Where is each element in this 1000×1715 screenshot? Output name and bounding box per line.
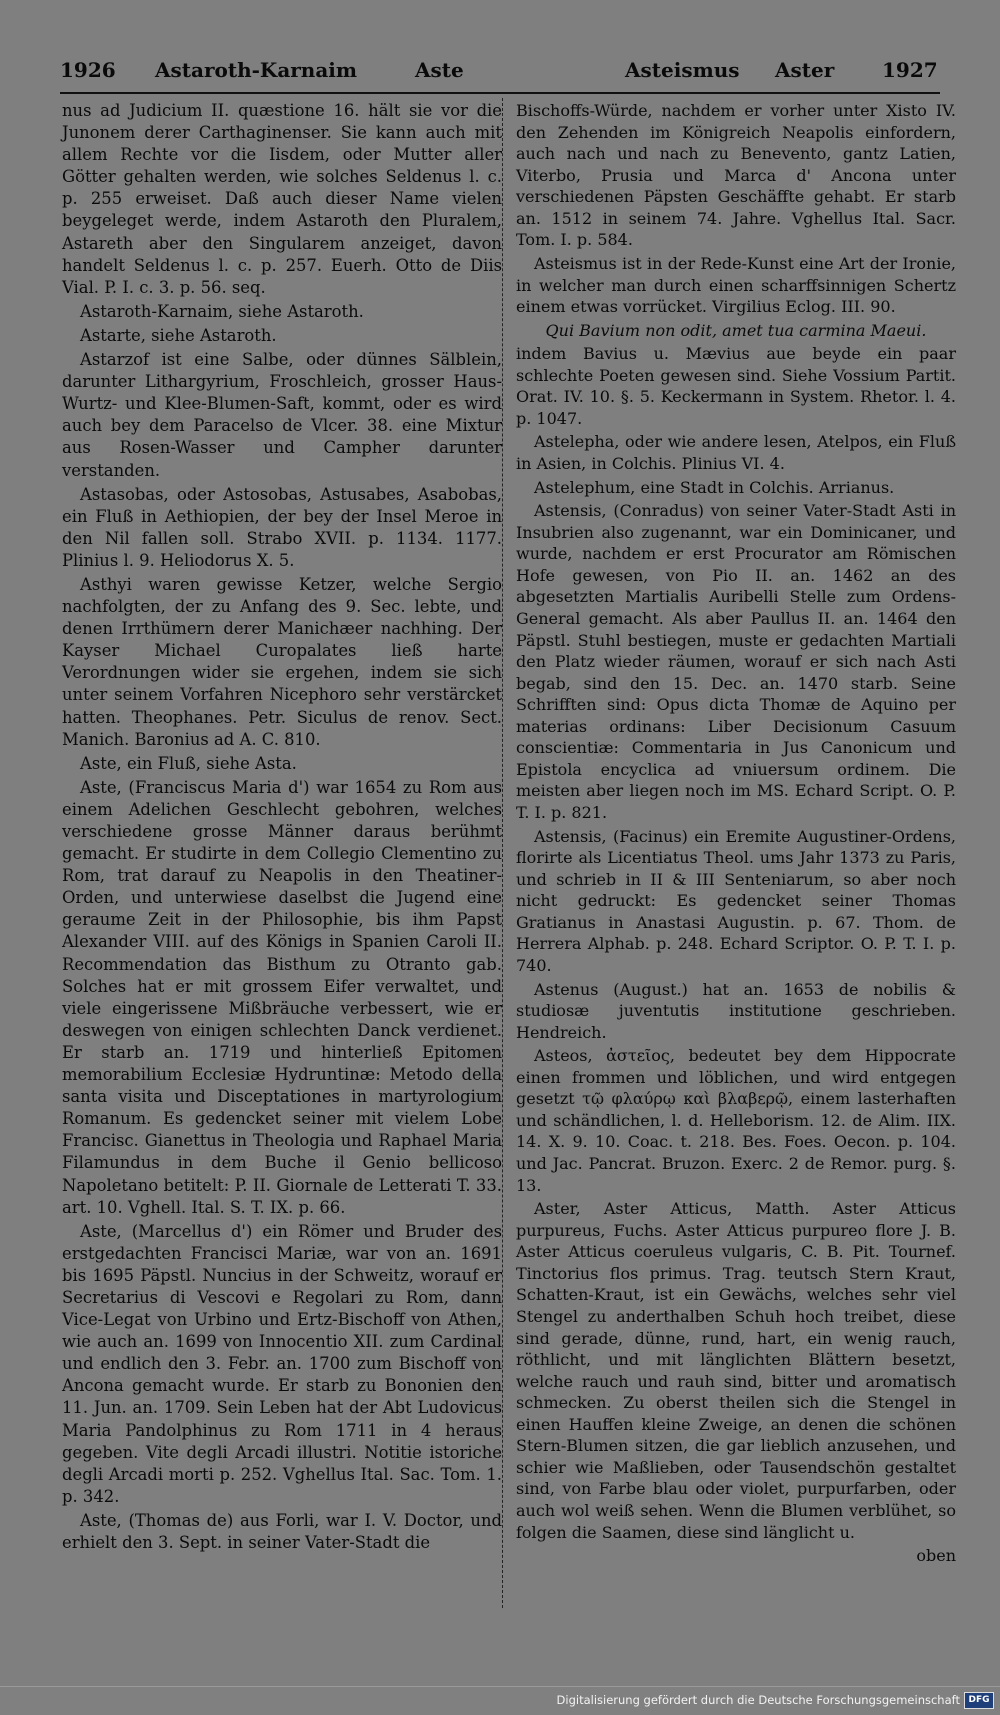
entry-paragraph: Bischoffs-Würde, nachdem er vorher unter Xisto IV. den Zehenden im Königreich Neapolis einfordern, auch nach und nach zu Benevento, gantz Latien, Viterbo, Prusia und Marca d' Ancona unter verschiedenen Päpsten Geschäffte gehabt. Er starb an. 1512 in seinem 74. Jahre. Vghellus Ital. Sacr. Tom. I. p. 584.: [516, 101, 956, 250]
entry-paragraph: Asthyi waren gewisse Ketzer, welche Sergio nachfolgten, der zu Anfang des 9. Sec. lebte, und denen Irrthümern derer Manichæer nachhing. Der Kayser Michael Curopalates ließ harte Verordnungen wider sie ergehen, indem sie sich unter seinem Vorfahren Nicephoro sehr verstärcket hatten. Theophanes. Petr. Siculus de renov. Sect. Manich. Baronius ad A. C. 810.: [62, 574, 502, 749]
header-rule: [60, 92, 940, 94]
funding-credit: Digitalisierung gefördert durch die Deutsche Forschungsgemeinschaft: [556, 1693, 960, 1707]
entry-paragraph: Asteismus ist in der Rede-Kunst eine Art der Ironie, in welcher man durch einen scharffsinnigen Schertz einem etwas vorrücket. Virgilius Eclog. III. 90.: [516, 253, 956, 317]
entry-paragraph: Astarzof ist eine Salbe, oder dünnes Sälblein, darunter Lithargyrium, Froschleich, grosser Haus-Wurtz- und Klee-Blumen-Saft, kommt, oder es wird auch bey dem Paracelso de Vlcer. 38. eine Mixtur aus Rosen-Wasser und Campher darunter verstanden.: [62, 350, 502, 480]
guide-word-right-2: Aster: [775, 58, 835, 82]
running-head: [60, 58, 940, 92]
digitization-footer: [0, 1686, 1000, 1715]
left-column: [62, 100, 502, 1556]
entry-paragraph: Astarte, siehe Astaroth.: [80, 325, 277, 345]
entry-paragraph: Aste, ein Fluß, siehe Asta.: [80, 753, 297, 773]
column-divider: [502, 98, 504, 1608]
entry-paragraph: Astasobas, oder Astosobas, Astusabes, Asabobas, ein Fluß in Aethiopien, der bey der Insel Meroe in den Nil fallen soll. Strabo XVII. p. 1134. 1177. Plinius l. 9. Heliodorus X. 5.: [62, 484, 502, 570]
entry-paragraph: Astenus (August.) hat an. 1653 de nobilis & studiosæ juventutis institutione geschrieben. Hendreich.: [516, 979, 956, 1042]
page-number-left: 1926: [60, 58, 116, 82]
entry-paragraph: Astensis, (Facinus) ein Eremite Augustiner-Ordens, florirte als Licentiatus Theol. ums Jahr 1373 zu Paris, und schrieb in II & III Senteniarum, so aber noch nicht gedruckt: Es gedencket seiner Thomas Gratianus in Anastasi Augustin. p. 67. Thom. de Herrera Alphab. p. 248. Echard Scriptor. O. P. T. I. p. 740.: [516, 826, 956, 975]
entry-paragraph: Astelephum, eine Stadt in Colchis. Arrianus.: [534, 477, 895, 497]
dfg-logo-icon: DFG: [964, 1692, 994, 1709]
entry-paragraph: nus ad Judicium II. quæstione 16. hält sie vor die Junonem derer Carthaginenser. Sie kann auch mit allem Rechte vor die Iisdem, oder Mutter aller Götter gehalten werden, wie solches Seldenus l. c. p. 255 erweiset. Daß auch dieser Name vielen beygeleget werde, indem Astaroth den Pluralem, Astareth aber den Singularem anzeiget, davon handelt Seldenus l. c. p. 257. Euerh. Otto de Diis Vial. P. I. c. 3. p. 56. seq.: [62, 101, 502, 297]
right-column: [516, 100, 956, 1569]
entry-paragraph: Astaroth-Karnaim, siehe Astaroth.: [80, 301, 364, 321]
entry-paragraph: Astensis, (Conradus) von seiner Vater-Stadt Asti in Insubrien also zugenannt, war ein Dominicaner, und wurde, nachdem er erst Procurator am Römischen Hofe gewesen, von Pio II. an. 1462 an des abgesetzten Martialis Auribelli Stelle zum Ordens-General gemacht. Als aber Paullus II. an. 1464 den Päpstl. Stuhl bestiegen, muste er gedachten Martiali den Platz wieder räumen, worauf er sich nach Asti begab, sind den 15. Dec. an. 1470 starb. Seine Schrifften sind: Opus dicta Thomæ de Aquino per materias ordinans: Liber Decisionum Casuum conscientiæ: Commentaria in Jus Canonicum und Epistola encyclica ad vniuersum ordinem. Die meisten aber liegen noch im MS. Echard Script. O. P. T. I. p. 821.: [516, 501, 956, 822]
headword-left: Astaroth-Karnaim: [155, 58, 358, 82]
guide-word-right-1: Asteismus: [625, 58, 740, 82]
verse-quotation: Qui Bavium non odit, amet tua carmina Maeui.: [545, 320, 927, 340]
entry-paragraph: Aste, (Franciscus Maria d') war 1654 zu Rom aus einem Adelichen Geschlecht gebohren, welches verschiedene grosse Männer daraus berühmt gemacht. Er studirte in dem Collegio Clementino zu Rom, trat darauf zu Neapolis in den Theatiner-Orden, und unterwiese daselbst die Jugend eine geraume Zeit in der Philosophie, bis ihm Papst Alexander VIII. auf des Königs in Spanien Caroli II. Recommendation das Bisthum zu Otranto gab. Solches hat er mit grossem Eifer verwaltet, und viele eingerissene Mißbräuche verbessert, wie er deswegen von einigen schlechten Danck verdienet. Er starb an. 1719 und hinterließ Epitomen memorabilium Ecclesiæ Hydruntinæ: Metodo della santa visita und Disceptationes in martyrologium Romanum. Es gedencket seiner mit vielem Lobe Francisc. Gianettus in Theologia und Raphael Maria Filamundus in dem Buche il Genio bellicoso Napoletano betitelt: P. II. Giornale de Letterati T. 33. art. 10. Vghell. Ital. S. T. IX. p. 66.: [62, 777, 502, 1217]
entry-paragraph: Aste, (Marcellus d') ein Römer und Bruder des erstgedachten Francisci Mariæ, war von an. 1691 bis 1695 Päpstl. Nuncius in der Schweitz, worauf er Secretarius di Vescovi e Regolari zu Rom, dann Vice-Legat von Urbino und Ertz-Bischoff von Athen, wie auch an. 1699 von Innocentio XII. zum Cardinal und endlich den 3. Febr. an. 1700 zum Bischoff von Ancona gemacht wurde. Er starb zu Bononien den 11. Jun. an. 1709. Sein Leben hat der Abt Ludovicus Maria Pandolphinus zu Rom 1711 in 4 heraus gegeben. Vite degli Arcadi illustri. Notitie istoriche degli Arcadi morti p. 252. Vghellus Ital. Sac. Tom. 1. p. 342.: [62, 1221, 502, 1506]
page-number-right: 1927: [882, 58, 938, 82]
entry-paragraph: Aste, (Thomas de) aus Forli, war I. V. Doctor, und erhielt den 3. Sept. in seiner Vater-Stadt die: [62, 1510, 502, 1552]
entry-paragraph: indem Bavius u. Mævius aue beyde ein paar schlechte Poeten gewesen sind. Siehe Vossium Partit. Orat. IV. 10. §. 5. Keckermann in System. Rhetor. l. 4. p. 1047.: [516, 344, 956, 428]
entry-paragraph: Aster, Aster Atticus, Matth. Aster Atticus purpureus, Fuchs. Aster Atticus purpureo flore J. B. Aster Atticus coeruleus vulgaris, C. B. Pit. Tournef. Tinctorius flos primus. Trag. teutsch Stern Kraut, Schatten-Kraut, ist ein Gewächs, welches sehr viel Stengel zu anderthalben Schuh hoch treibet, diese sind gerade, dünne, rund, hart, ein wenig rauch, röthlicht, und mit länglichten Blättern besetzt, welche rauch und rauh sind, bitter und aromatisch schmecken. Zu oberst theilen sich die Stengel in einen Hauffen kleine Zweige, an denen die schönen Stern-Blumen sitzen, die gar lieblich anzusehen, und schier wie Maßlieben, oder Tausendschön gestaltet sind, von Farbe blau oder violet, purpurfarben, oder auch wol weiß sehen. Wenn die Blumen verblühet, so folgen die Saamen, diese sind länglicht u.: [516, 1199, 956, 1542]
guide-word-left: Aste: [415, 58, 464, 82]
entry-paragraph: Astelepha, oder wie andere lesen, Atelpos, ein Fluß in Asien, in Colchis. Plinius VI. 4.: [516, 432, 956, 473]
catchword: oben: [916, 1546, 956, 1566]
entry-paragraph: Asteos, ἀστεῖος, bedeutet bey dem Hippocrate einen frommen und löblichen, und wird entgegen gesetzt τῷ φλαύρῳ καὶ βλαβερῷ, einem lasterhaften und schändlichen, l. d. Helleborism. 12. de Alim. IIX. 14. X. 9. 10. Coac. t. 218. Bes. Foes. Oecon. p. 104. und Jac. Pancrat. Bruzon. Exerc. 2 de Remor. purg. §. 13.: [516, 1046, 956, 1195]
